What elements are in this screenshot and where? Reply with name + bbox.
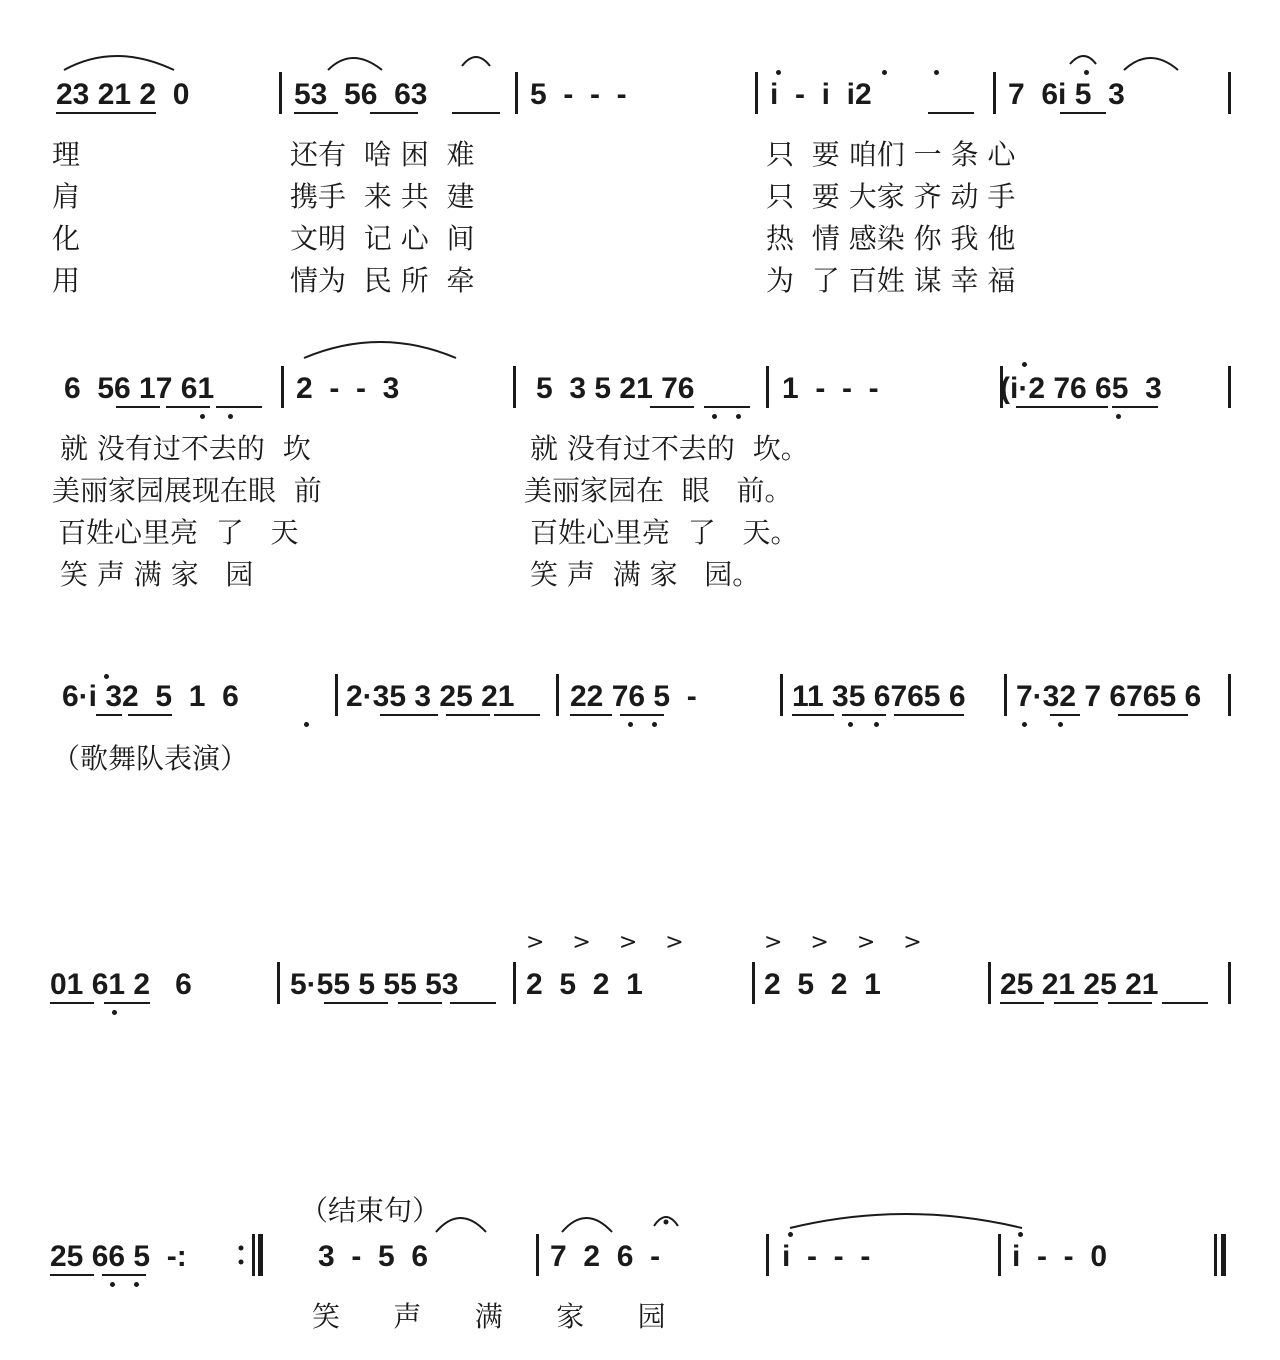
lyric-line: 携手 来 共 建 xyxy=(290,180,475,213)
lyric-line: 热 情 感染 你 我 他 xyxy=(766,222,1016,255)
measure-4-5: 25 21 25 21 xyxy=(1000,968,1159,1001)
measure-4-2: 5·55 5 55 53 xyxy=(290,968,459,1001)
measure-3-4: 11 35 6765 6 xyxy=(792,680,966,713)
performance-caption: （歌舞队表演） xyxy=(52,742,249,775)
measure-4-4: 2 5 2 1 xyxy=(764,968,881,1001)
measure-4-1: 01 61 2 6 xyxy=(50,968,192,1001)
slur xyxy=(64,56,174,70)
ending-caption: （结束句） xyxy=(300,1194,441,1227)
measure-5-3: 7 2 6 - xyxy=(550,1240,661,1273)
lyric-line: 化 xyxy=(52,222,81,255)
measure-2-1: 6 56 17 61 xyxy=(64,372,215,405)
lyric-line: 用 xyxy=(52,264,81,297)
lyric-line: 为 了 百姓 谋 幸 福 xyxy=(766,264,1016,297)
measure-3-5: 7·32 7 6765 6 xyxy=(1016,680,1202,713)
measure-1-3: 5 - - - xyxy=(530,78,627,111)
accent-marks: > > > > xyxy=(526,930,684,955)
measure-2-4: 1 - - - xyxy=(782,372,879,405)
lyric-line: 百姓心里亮 了 天。 xyxy=(530,516,799,549)
slur xyxy=(1070,56,1096,64)
measure-5-5: i - - 0 xyxy=(1012,1240,1108,1273)
ending-lyrics: 笑 声 满 家 园 xyxy=(312,1300,666,1333)
measure-2-3: 5 3 5 21 76 xyxy=(536,372,695,405)
measure-1-1: 23 21 2 0 xyxy=(56,78,190,111)
lyric-line: 就 没有过不去的 坎。 xyxy=(530,432,809,465)
lyric-line: 美丽家园展现在眼 前 xyxy=(52,474,322,507)
measure-5-1: 25 66 5 -: xyxy=(50,1240,187,1273)
measure-1-4: i - i i2 xyxy=(770,78,872,111)
lyric-line: 只 要 大家 齐 动 手 xyxy=(766,180,1016,213)
measure-4-3: 2 5 2 1 xyxy=(526,968,643,1001)
lyric-line: 文明 记 心 间 xyxy=(290,222,475,255)
lyric-line: 理 xyxy=(52,138,81,171)
measure-5-2: 3 - 5 6 xyxy=(318,1240,429,1273)
lyric-line: 情为 民 所 牵 xyxy=(290,264,475,297)
fermata-dot xyxy=(664,1220,669,1225)
slur xyxy=(436,1218,486,1232)
measure-3-1: 6·i 32 5 1 6 xyxy=(62,680,239,713)
repeat-dot xyxy=(239,1260,244,1265)
lyric-line: 美丽家园在 眼 前。 xyxy=(524,474,793,507)
measure-1-2: 53 56 63 xyxy=(294,78,428,111)
accent-marks: > > > > xyxy=(764,930,922,955)
lyric-line: 还有 啥 困 难 xyxy=(290,138,475,171)
lyric-line: 就 没有过不去的 坎 xyxy=(60,432,311,465)
lyric-line: 笑 声 满 家 园 xyxy=(60,558,254,591)
measure-5-4: i - - - xyxy=(782,1240,871,1273)
lyric-line: 百姓心里亮 了 天 xyxy=(58,516,299,549)
slur xyxy=(462,57,490,66)
repeat-dot xyxy=(239,1246,244,1251)
lyric-line: 只 要 咱们 一 条 心 xyxy=(766,138,1016,171)
lyric-line: 笑 声 满 家 园。 xyxy=(530,558,761,591)
measure-3-2: 2·35 3 25 21 xyxy=(346,680,515,713)
measure-1-5: 7 6i 5 3 xyxy=(1008,78,1125,111)
measure-2-5: (i·2 76 65 3 xyxy=(1000,372,1162,405)
slur xyxy=(304,342,456,358)
slur xyxy=(562,1218,612,1232)
slur xyxy=(328,58,382,70)
slur xyxy=(1124,58,1178,70)
measure-3-3: 22 76 5 - xyxy=(570,680,697,713)
slur xyxy=(790,1214,1022,1228)
measure-2-2: 2 - - 3 xyxy=(296,372,400,405)
lyric-line: 肩 xyxy=(52,180,81,213)
